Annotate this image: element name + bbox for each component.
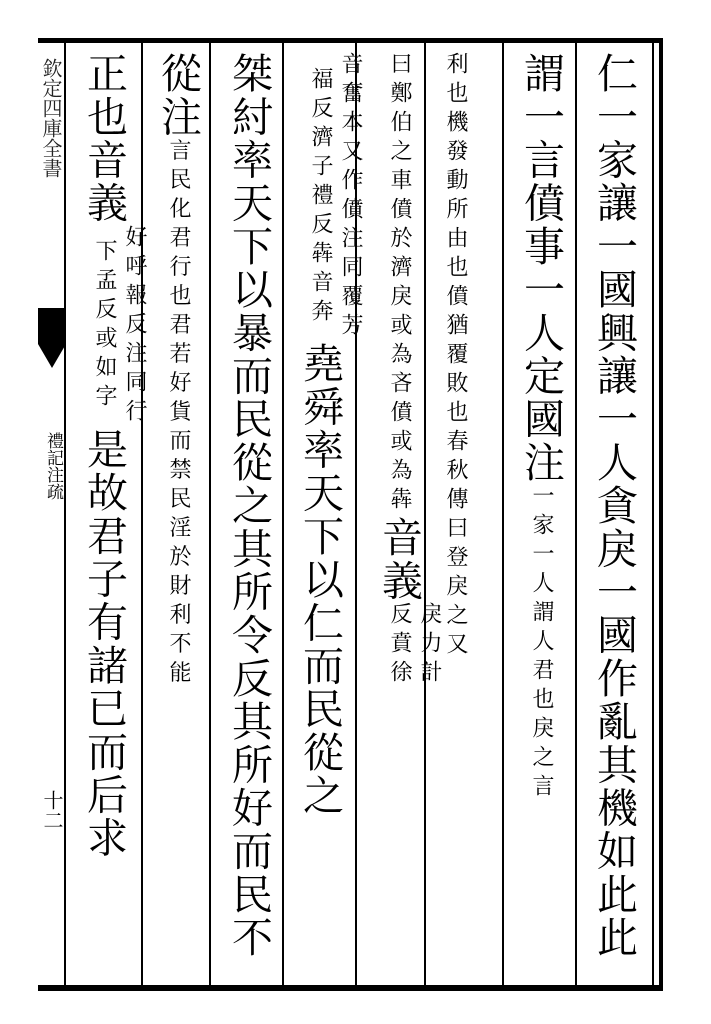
double-line-note [90,225,150,428]
text-column-6: 桀紂率天下以暴而民從之其所令反其所好而民不 [225,52,273,960]
double-line-note [306,52,366,342]
column-rule [502,43,504,985]
main-text: 堯舜率天下以仁而民從之 [296,342,344,818]
frame-right-border [659,38,663,991]
column-rule [209,43,211,985]
chapter-title: 禮記注疏 [43,432,63,500]
commentary-text: 言民化君行也君若好貨而禁民淫於財利不能 [166,138,191,690]
note-line-left: 福反濟子禮反犇音奔 [308,66,333,328]
text-column-1: 仁一家讓一國興讓一人貪戾一國作亂其機如此此 [590,52,638,960]
frame-right-inner-border [652,43,654,985]
book-title: 欽定四庫全書 [39,58,63,178]
note-line-left: 反賁徐 [387,602,412,690]
fishtail-mark [38,308,66,368]
main-text: 是故君子有諸已而后求 [80,427,128,860]
main-text: 音義 [375,516,423,603]
commentary-text: 一家一人謂人君也戾之言 [529,484,554,803]
main-text: 音義 [80,138,128,225]
main-text: 正也 [80,52,128,139]
text-column-3: 利也機發動所由也僨猶覆敗也春秋傳曰登戾之又 [443,52,468,661]
frame-bottom-border [38,985,662,991]
text-column-2 [513,52,569,803]
double-line-note [385,602,445,689]
column-rule [282,43,284,985]
page-number: 十二 [40,790,64,830]
frame-top-border [38,38,662,43]
commentary-text: 曰鄭伯之車僨於濟戾或為吝僨或為犇 [387,52,412,516]
spine-rule [64,43,66,985]
text-column-5 [292,52,366,817]
note-line-left: 下孟反或如字 [92,239,117,414]
text-column-4 [371,52,445,689]
note-line-right: 戾力計 [417,602,442,690]
note-line-right: 好呼報反注同行 [122,224,147,428]
text-column-8 [76,52,150,860]
column-rule [575,43,577,985]
text-column-7 [150,52,206,689]
note-line-right: 音奮本又作僨注同覆芳 [338,52,363,342]
main-text: 謂一言僨事一人定國注 [517,52,565,484]
main-text: 從注 [154,52,202,139]
